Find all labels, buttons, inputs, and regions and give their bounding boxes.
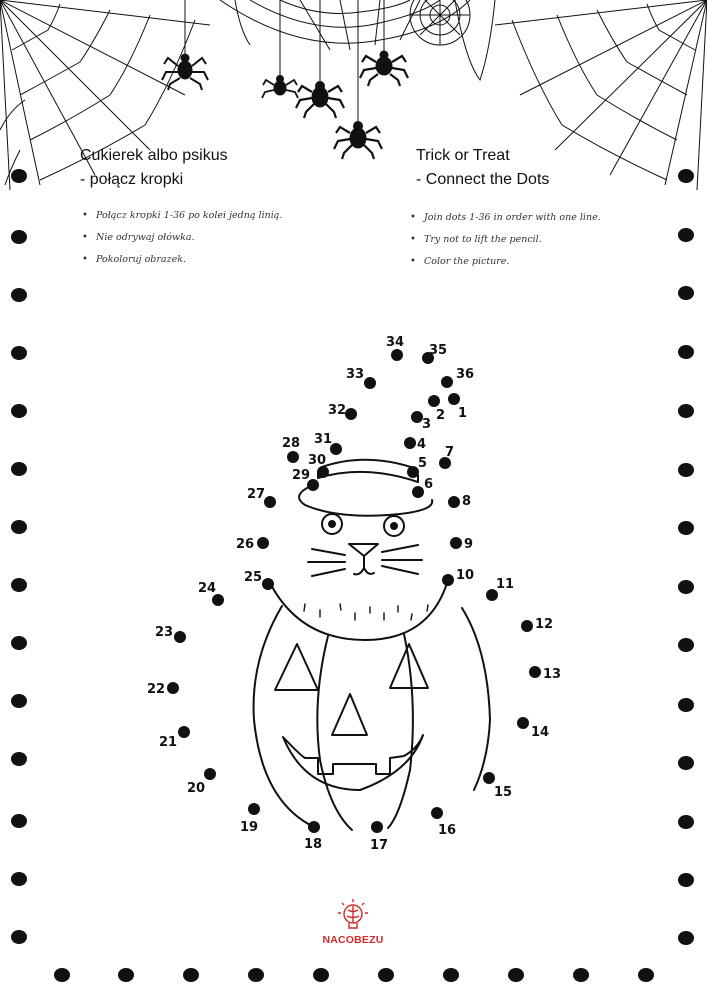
dot-number: 27 (247, 487, 266, 502)
dot-number: 5 (418, 456, 428, 471)
english-heading (416, 144, 549, 192)
dot-number: 12 (535, 617, 554, 632)
dot-6 (412, 486, 424, 498)
dot-20 (204, 768, 216, 780)
cat-face-icon (308, 514, 422, 576)
dot-4 (404, 437, 416, 449)
dot-number: 18 (304, 837, 323, 852)
brand-name: NACOBEZU (322, 934, 384, 946)
dot-number: 10 (456, 568, 475, 583)
dot-26 (257, 537, 269, 549)
dot-32 (345, 408, 357, 420)
dot-14 (517, 717, 529, 729)
dot-1 (448, 393, 460, 405)
polish-heading (80, 144, 228, 192)
dot-15 (483, 772, 495, 784)
spider-icon (162, 0, 208, 90)
dot-number: 9 (464, 537, 474, 552)
polish-instructions (80, 205, 282, 271)
dot-number: 21 (159, 735, 178, 750)
dot-number: 4 (417, 437, 427, 452)
instruction-item: • Nie odrywaj ołówka. (80, 227, 282, 249)
polish-title-line-1: Cukierek albo psikus (80, 147, 228, 164)
dot-number: 25 (244, 570, 263, 585)
dot-number: 11 (496, 577, 515, 592)
dot-number: 2 (436, 408, 446, 423)
dot-23 (174, 631, 186, 643)
dot-2 (428, 395, 440, 407)
dot-number: 32 (328, 403, 347, 418)
dot-number: 34 (386, 335, 405, 350)
spider-icon (296, 0, 344, 118)
dot-number: 23 (155, 625, 174, 640)
dot-number: 35 (429, 343, 448, 358)
dot-36 (441, 376, 453, 388)
dot-28 (287, 451, 299, 463)
dot-9 (450, 537, 462, 549)
dot-21 (178, 726, 190, 738)
dot-number: 31 (314, 432, 333, 447)
dot-33 (364, 377, 376, 389)
dot-number: 30 (308, 453, 327, 468)
dot-number: 33 (346, 367, 365, 382)
frame-dots (11, 169, 694, 982)
dot-number: 8 (462, 494, 472, 509)
spider-icon (360, 0, 408, 86)
cat-pumpkin-drawing (254, 460, 490, 830)
dot-17 (371, 821, 383, 833)
dot-18 (308, 821, 320, 833)
dot-13 (529, 666, 541, 678)
dot-25 (262, 578, 274, 590)
dot-number: 3 (422, 417, 432, 432)
instruction-item: • Pokoloruj obrazek. (80, 249, 282, 271)
dot-number: 15 (494, 785, 513, 800)
instruction-item: • Join dots 1-36 in order with one line. (408, 207, 601, 229)
english-title-line-1: Trick or Treat (416, 147, 510, 164)
dot-8 (448, 496, 460, 508)
spider-icon (262, 0, 298, 98)
dot-number: 16 (438, 823, 457, 838)
dot-number: 20 (187, 781, 206, 796)
instruction-item: • Try not to lift the pencil. (408, 229, 601, 251)
dot-number: 19 (240, 820, 259, 835)
instruction-item: • Połącz kropki 1-36 po kolei jedną linią. (80, 205, 282, 227)
dot-number: 24 (198, 581, 217, 596)
dot-number: 14 (531, 725, 550, 740)
dot-12 (521, 620, 533, 632)
dot-10 (442, 574, 454, 586)
dot-27 (264, 496, 276, 508)
dot-16 (431, 807, 443, 819)
dot-number: 22 (147, 682, 166, 697)
english-instructions (408, 207, 601, 273)
dot-number: 6 (424, 477, 434, 492)
dot-number: 1 (458, 406, 468, 421)
dot-number: 28 (282, 436, 301, 451)
dot-number: 17 (370, 838, 389, 853)
dot-number: 7 (445, 445, 455, 460)
dot-number: 13 (543, 667, 562, 682)
dot-22 (167, 682, 179, 694)
dot-34 (391, 349, 403, 361)
lightbulb-brain-icon (338, 899, 368, 928)
dot-number: 29 (292, 468, 311, 483)
dot-number: 26 (236, 537, 255, 552)
english-title-line-2: - Connect the Dots (416, 171, 550, 188)
instruction-item: • Color the picture. (408, 251, 601, 273)
dot-19 (248, 803, 260, 815)
polish-title-line-2: - połącz kropki (80, 171, 184, 188)
dot-number: 36 (456, 367, 475, 382)
